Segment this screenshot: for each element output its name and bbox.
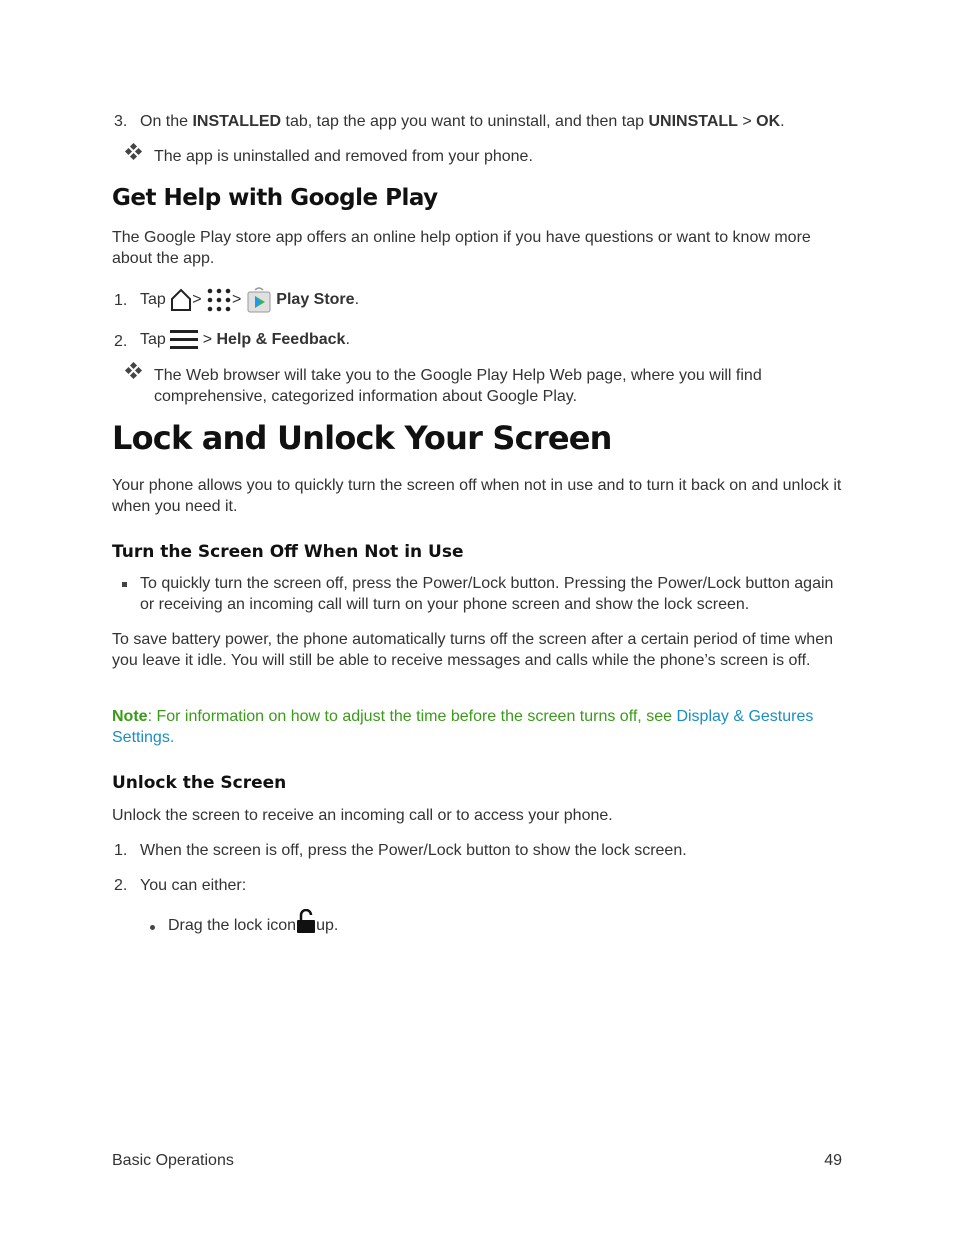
separator: > <box>737 113 757 130</box>
help-intro: The Google Play store app offers an online help option if you have questions or want to know more about the app. <box>112 229 811 267</box>
diamond-bullet-icon <box>124 143 144 163</box>
help-feedback-label: Help & Feedback <box>216 331 346 348</box>
lock-icon <box>296 909 316 933</box>
text: up. <box>316 917 339 934</box>
ok-label: OK <box>756 113 781 130</box>
text: Drag the lock icon <box>168 917 297 934</box>
step-number: 2. <box>114 333 128 350</box>
lock-intro: Your phone allows you to quickly turn the screen off when not in use and to turn it back on and unlock it when you need it. <box>112 477 842 515</box>
step-3-result: The app is uninstalled and removed from your phone. <box>154 148 533 165</box>
help-step-2 <box>140 322 842 358</box>
help-result: The Web browser will take you to the Google Play Help Web page, where you will find comprehensive, categorized information about Google Play. <box>154 367 762 405</box>
battery-para: To save battery power, the phone automatically turns off the screen after a certain period of time when you leave it idle. You will still be able to receive messages and calls while the phone’s screen is off. <box>112 631 833 669</box>
separator: > <box>232 291 242 308</box>
uninstall-label: UNINSTALL <box>648 113 738 130</box>
text: . <box>780 113 785 130</box>
text: tab, tap the app you want to uninstall, and then tap <box>281 113 649 130</box>
text: On the <box>140 113 193 130</box>
square-bullet-icon <box>122 582 127 587</box>
tap-text: Tap <box>140 331 166 348</box>
note <box>112 706 842 748</box>
note-label: Note <box>112 708 148 725</box>
step-number: 1. <box>114 292 128 309</box>
display-gestures-link[interactable]: Display & Gestures Settings <box>112 708 814 746</box>
dot-bullet-icon <box>150 925 155 930</box>
note-text: : For information on how to adjust the time before the screen turns off, see <box>147 708 677 725</box>
play-store-icon <box>246 287 272 313</box>
text: . <box>345 331 350 348</box>
step-number: 3. <box>114 113 128 130</box>
separator: > <box>192 291 202 308</box>
diamond-bullet-icon <box>124 362 144 382</box>
unlock-bullet <box>168 908 842 944</box>
subheading-unlock: Unlock the Screen <box>112 773 287 793</box>
subheading-screen-off: Turn the Screen Off When Not in Use <box>112 542 464 562</box>
menu-icon <box>170 329 198 351</box>
step-number: 2. <box>114 877 128 894</box>
text: . <box>354 291 360 308</box>
step-number: 1. <box>114 842 128 859</box>
footer-section: Basic Operations <box>112 1152 234 1169</box>
note-end: . <box>169 729 175 746</box>
unlock-step-1: When the screen is off, press the Power/Lock button to show the lock screen. <box>140 842 687 859</box>
apps-grid-icon <box>206 287 232 313</box>
unlock-step-2: You can either: <box>140 877 247 894</box>
screen-off-bullet: To quickly turn the screen off, press the Power/Lock button. Pressing the Power/Lock button again or receiving an incoming call will turn on your phone screen and show the lock screen. <box>140 575 834 613</box>
help-step-1 <box>140 282 842 318</box>
home-icon <box>170 288 192 312</box>
separator: > <box>202 331 213 348</box>
page-number: 49 <box>824 1152 842 1169</box>
section-heading-help: Get Help with Google Play <box>112 185 438 211</box>
section-heading-lock: Lock and Unlock Your Screen <box>112 419 612 457</box>
unlock-intro: Unlock the screen to receive an incoming call or to access your phone. <box>112 807 613 824</box>
step-3-text <box>140 111 842 132</box>
installed-tab-label: INSTALLED <box>192 113 282 130</box>
play-store-label: Play Store <box>276 291 355 308</box>
tap-text: Tap <box>140 291 166 308</box>
